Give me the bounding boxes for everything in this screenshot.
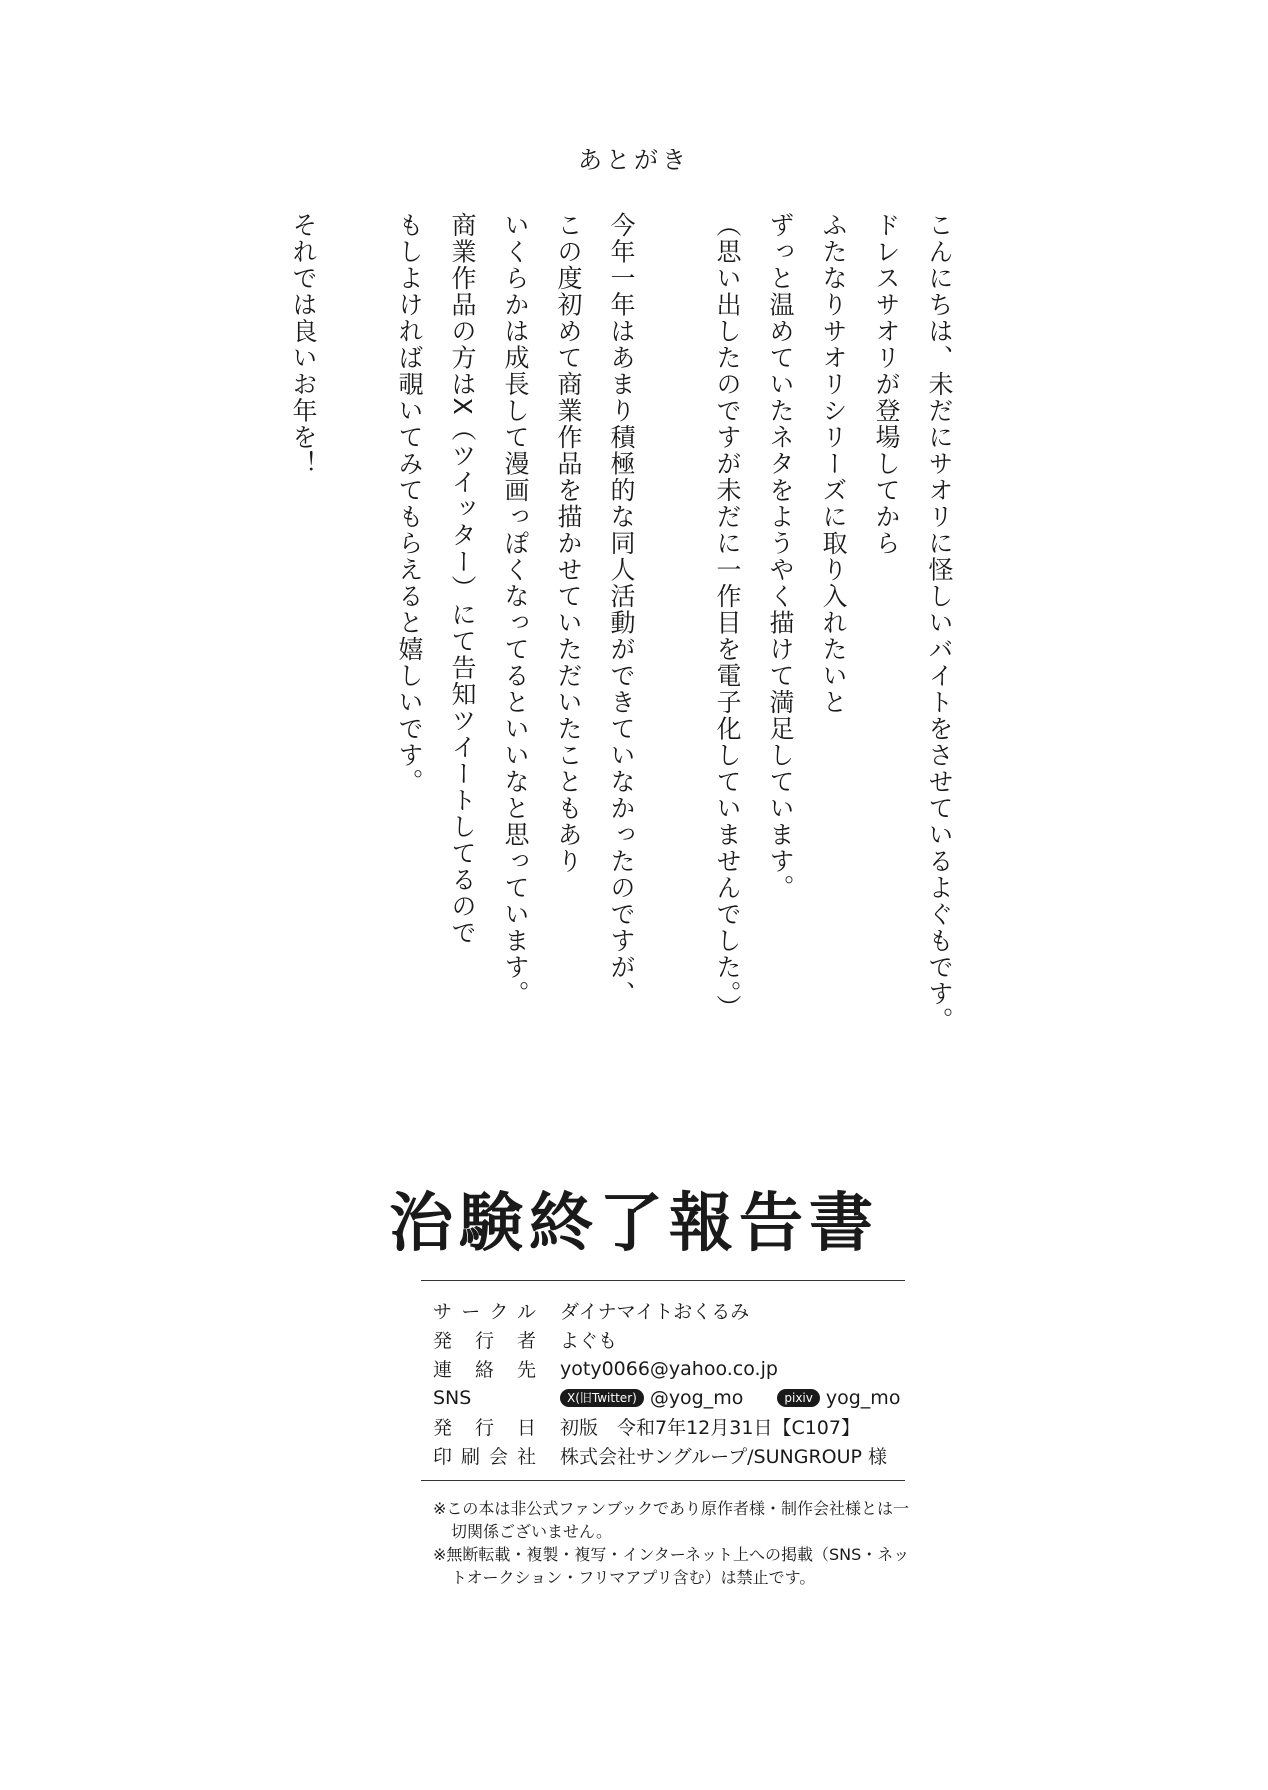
printer-value: 株式会社サングループ/SUNGROUP 様 — [560, 1446, 888, 1468]
disclaimer-note-reproduction: ※無断転載・複製・複写・インターネット上への掲載（SNS・ネットオークション・フリマアプリ含む）は禁止です。 — [433, 1545, 910, 1587]
circle-value: ダイナマイトおくるみ — [560, 1301, 750, 1323]
contact-email: yoty0066@yahoo.co.jp — [560, 1357, 778, 1380]
colophon-row-publisher — [433, 1325, 903, 1354]
afterword-line-6: 今年一年はあまり積極的な同人活動ができていなかったのですが、 — [607, 212, 636, 1007]
afterword-title: あとがき — [578, 146, 690, 174]
afterword-line-8: いくらかは成長して漫画っぽくなってるといいなと思っています。 — [501, 212, 530, 1007]
afterword-line-2: ドレスサオリが登場してから — [872, 212, 901, 557]
sns-links — [560, 1387, 900, 1409]
colophon-row-circle — [433, 1296, 903, 1325]
afterword-line-9: 商業作品の方はX（ツイッター）にて告知ツイートしてるので — [448, 212, 477, 947]
contact-label: 連絡先 — [433, 1359, 536, 1381]
publisher-value: よぐも — [560, 1330, 618, 1352]
afterword-line-1: こんにちは、未だにサオリに怪しいバイトをさせているよぐもです。 — [925, 212, 954, 1034]
afterword-line-3: ふたなりサオリシリーズに取り入れたいと — [819, 212, 848, 716]
date-value: 初版 令和7年12月31日【C107】 — [560, 1417, 860, 1439]
book-title: 治験終了報告書 — [389, 1186, 879, 1261]
afterword-line-11: それでは良いお年を！ — [289, 212, 318, 477]
disclaimer-note-unofficial: ※この本は非公式ファンブックであり原作者様・制作会社様とは一切関係ございません。 — [433, 1499, 909, 1541]
pixiv-handle: yog_mo — [825, 1386, 901, 1409]
x-badge: X(旧Twitter) — [560, 1389, 644, 1407]
publisher-label: 発行者 — [433, 1330, 536, 1352]
x-handle: @yog_mo — [649, 1386, 744, 1409]
colophon-top-rule — [421, 1280, 905, 1281]
afterword-line-4: ずっと温めていたネタをようやく描けて満足しています。 — [766, 212, 795, 901]
colophon-bottom-rule — [421, 1480, 905, 1481]
colophon-row-date — [433, 1412, 903, 1441]
printer-label: 印刷会社 — [433, 1446, 536, 1468]
colophon-row-printer — [433, 1441, 903, 1470]
pixiv-badge: pixiv — [777, 1389, 820, 1407]
afterword-line-5: （思い出したのですが未だに一作目を電子化していませんでした。） — [713, 212, 742, 1021]
sns-label: SNS — [433, 1386, 472, 1409]
disclaimer-notes — [433, 1497, 913, 1589]
circle-label: サークル — [433, 1301, 536, 1323]
colophon-table — [433, 1296, 903, 1470]
afterword-line-7: この度初めて商業作品を描かせていただいたこともあり — [554, 212, 583, 875]
date-label: 発行日 — [433, 1417, 536, 1439]
colophon-row-sns — [433, 1383, 903, 1412]
colophon-row-contact — [433, 1354, 903, 1383]
afterword-line-10: もしよければ覗いてみてもらえると嬉しいです。 — [395, 212, 424, 795]
